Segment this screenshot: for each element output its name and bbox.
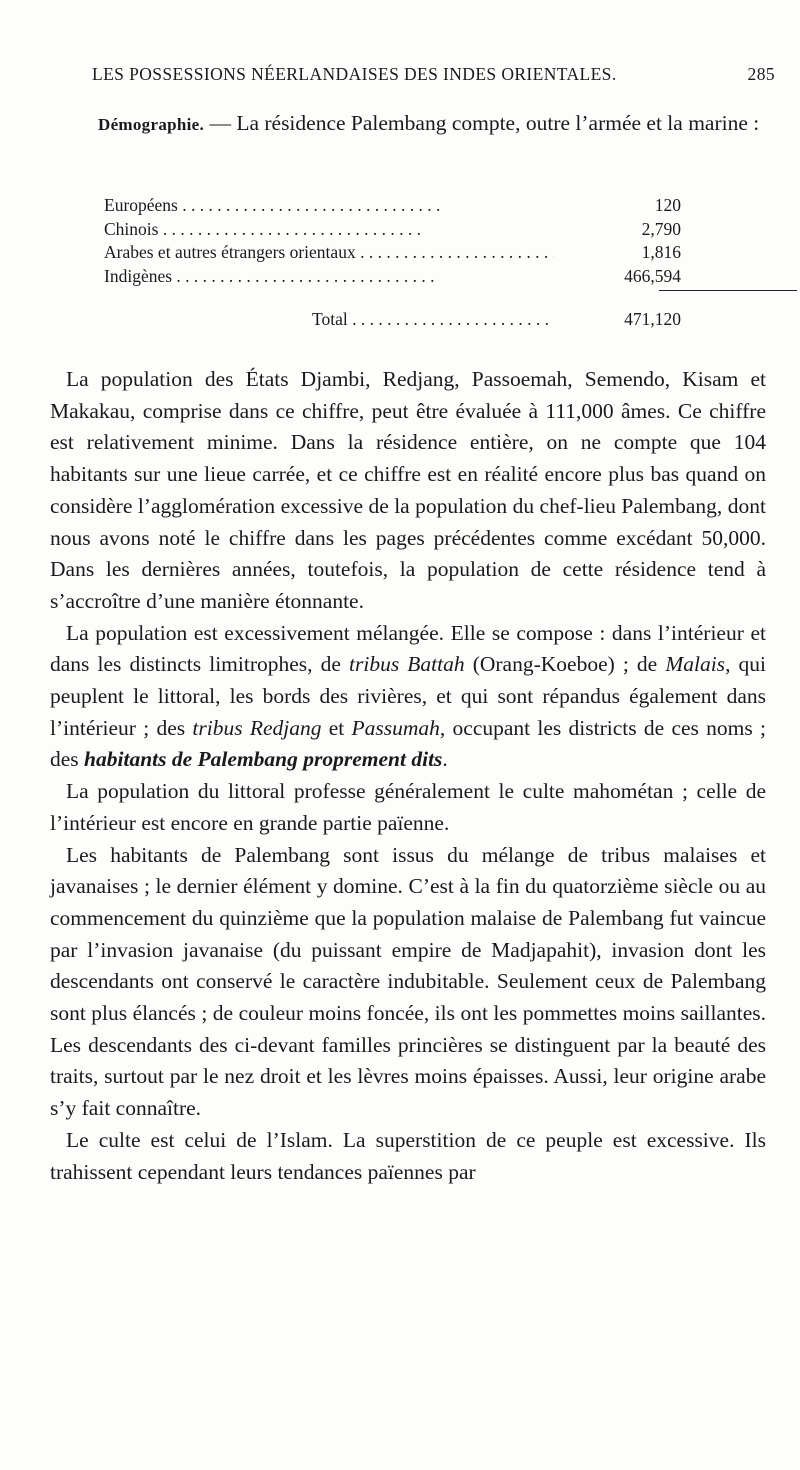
table-row (104, 218, 684, 242)
italic-term: Passumah (351, 715, 440, 740)
total-row (104, 308, 684, 334)
italic-term: tribus Battah (349, 652, 465, 677)
body-text (50, 364, 766, 1188)
running-title: LES POSSESSIONS NÉERLANDAISES DES INDES ORIENTALES. (92, 64, 617, 84)
total-label: Total . . . (312, 308, 552, 332)
sum-rule (659, 290, 797, 291)
running-head (92, 64, 775, 92)
section-heading: Démographie. (98, 115, 205, 134)
paragraph-islam: Le culte est celui de l’Islam. La superstition de ce peuple est excessive. Ils trahissent cependant leurs tendances païennes par (50, 1127, 766, 1184)
text-run: et (321, 715, 352, 740)
paragraph-population-mix (50, 618, 766, 777)
total-value: 471,120 (624, 309, 681, 329)
row-label: Chinois . . . (104, 218, 554, 242)
paragraph-religion-coast: La population du littoral professe généralement le culte mahométan ; celle de l’intérieur est encore en grande partie païenne. (50, 779, 766, 835)
text-run: . (442, 747, 448, 772)
paragraph-palembang-origins: Les habitants de Palembang sont issus du mélange de tribus malaises et javanaises ; le dernier élément y domine. C’est à la fin du quatorzième siècle ou au commencement du quinzième que la population malaise de Palembang fut vaincue par l’invasion javanaise (du puissant empire de Madjapahit), invasion dont les descendants ont conservé le caractère indubitable. Seulement ceux de Palembang sont plus élancés ; de couleur moins foncée, ils ont les pommettes moins saillantes. Les descendants des ci-devant familles princières se distinguent par la beauté des traits, surtout par le nez droit et les lèvres moins épaisses. Aussi, leur origine arabe s’y fait connaître. (50, 842, 766, 1121)
row-label: Européens . . . (104, 194, 554, 218)
text-run: La population est excessivement mélangée. Elle se compose : dans l’intérieur et dans les distincts limitrophes, de (50, 620, 766, 677)
table-row (104, 194, 684, 218)
row-value: 1,816 (641, 242, 681, 262)
row-value: 466,594 (624, 265, 681, 286)
population-table (104, 194, 684, 329)
row-label: Arabes et autres étrangers orientaux . . . (104, 241, 554, 265)
table-row (104, 241, 684, 265)
italic-term: tribus Redjang (192, 715, 322, 740)
text-run: (Orang-Koeboe) ; de (464, 652, 666, 677)
table-row (104, 265, 684, 289)
row-value: 120 (654, 195, 681, 215)
intro-paragraph (50, 108, 764, 140)
text-run: , occupant les districts de ces noms ; des (50, 715, 766, 772)
row-label: Indigènes . . . (104, 265, 554, 289)
page-number: 285 (747, 64, 775, 84)
row-value: 2,790 (641, 218, 681, 239)
italic-term: Malais (665, 652, 726, 677)
intro-text: — La résidence Palembang compte, outre l’armée et la marine : (204, 111, 760, 135)
text-run: , qui peuplent le littoral, les bords des rivières, et qui sont répandus également dans l’intérieur ; des (50, 652, 766, 740)
paragraph-population-states: La population des États Djambi, Redjang, Passoemah, Semendo, Kisam et Makakau, comprise dans ce chiffre, peut être évaluée à 111,000 âmes. Ce chiffre est relativement minime. Dans la résidence entière, on ne compte que 104 habitants sur une lieue carrée, et ce chiffre est en réalité encore plus bas quand on considère l’agglomération excessive de la population du chef-lieu Palembang, dont nous avons noté le chiffre dans les pages précédentes comme excédant 50,000. Dans les dernières années, toutefois, la population de cette résidence tend à s’accroître d’une manière étonnante. (50, 367, 766, 613)
italic-term: habitants de Palembang proprement dits (84, 747, 443, 772)
